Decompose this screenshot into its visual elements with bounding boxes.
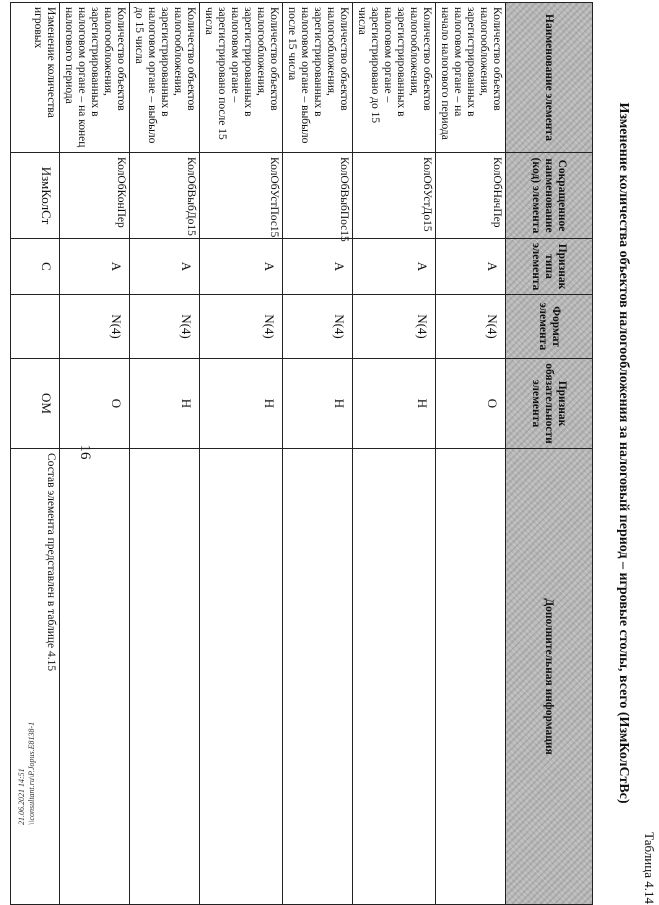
cell-info — [60, 449, 130, 905]
header-format: Формат элемента — [506, 295, 593, 359]
cell-type: А — [283, 239, 353, 295]
cell-required: ОМ — [11, 359, 60, 449]
header-type: Признак типа элемента — [506, 239, 593, 295]
cell-info — [353, 449, 436, 905]
cell-name: Изменение количества игровых — [11, 3, 60, 153]
cell-type: С — [11, 239, 60, 295]
cell-name: Количество объектов налогообложения, зарегистрированных в налоговом органе – выбыло до 15 числа — [130, 3, 200, 153]
cell-info — [130, 449, 200, 905]
cell-name: Количество объектов налогообложения, зарегистрированных в налоговом органе – на конец налогового периода — [60, 3, 130, 153]
table-row — [353, 3, 436, 905]
header-name: Наименование элемента — [506, 3, 593, 153]
table-row — [200, 3, 283, 905]
cell-required: Н — [283, 359, 353, 449]
cell-code: ИзмКолСт — [11, 153, 60, 239]
table-row — [130, 3, 200, 905]
cell-required: Н — [353, 359, 436, 449]
cell-type: А — [200, 239, 283, 295]
cell-format: N(4) — [436, 295, 506, 359]
cell-type: А — [436, 239, 506, 295]
table-row — [283, 3, 353, 905]
cell-format: N(4) — [353, 295, 436, 359]
cell-info: Состав элемента представлен в таблице 4.15 — [11, 449, 60, 905]
table-header-row — [506, 3, 593, 905]
elements-table — [10, 2, 593, 905]
header-code: Сокращенное наименование (код) элемента — [506, 153, 593, 239]
cell-format: N(4) — [130, 295, 200, 359]
table-row — [436, 3, 506, 905]
cell-code: КолОбВыбДо15 — [130, 153, 200, 239]
cell-format: N(4) — [283, 295, 353, 359]
table-title: Изменение количества объектов налогообложения за налоговый период – игровые столы, всего (ИзмКолСтВс) — [616, 102, 631, 804]
print-stamp — [17, 705, 47, 825]
table-row — [60, 3, 130, 905]
cell-format — [11, 295, 60, 359]
cell-code: КолОбКонПер — [60, 153, 130, 239]
cell-info — [436, 449, 506, 905]
page-number: 16 — [77, 444, 93, 460]
header-info: Дополнительная информация — [506, 449, 593, 905]
cell-name: Количество объектов налогообложения, зарегистрированных в налоговом органе – на начало налогового периода — [436, 3, 506, 153]
table-label: Таблица 4.14 — [642, 832, 657, 904]
cell-name: Количество объектов налогообложения, зарегистрированных в налоговом органе – зарегистрировано после 15 числа — [200, 3, 283, 153]
cell-code: КолОбНачПер — [436, 153, 506, 239]
cell-info — [283, 449, 353, 905]
cell-format: N(4) — [200, 295, 283, 359]
cell-type: А — [60, 239, 130, 295]
cell-type: А — [130, 239, 200, 295]
cell-required: О — [60, 359, 130, 449]
print-timestamp: 21.06.2021 14:51 — [17, 768, 26, 825]
cell-code: КолОбВыбПос15 — [283, 153, 353, 239]
cell-info — [200, 449, 283, 905]
cell-code: КолОбУстДо15 — [353, 153, 436, 239]
cell-name: Количество объектов налогообложения, зарегистрированных в налоговом органе – выбыло после 15 числа — [283, 3, 353, 153]
cell-required: Н — [200, 359, 283, 449]
print-user: \\consultant.ru\P.Jopus.E8138-1 — [27, 721, 36, 825]
header-required: Признак обязательности элемента — [506, 359, 593, 449]
cell-type: А — [353, 239, 436, 295]
cell-required: Н — [130, 359, 200, 449]
cell-code: КолОбУстПос15 — [200, 153, 283, 239]
cell-format: N(4) — [60, 295, 130, 359]
cell-required: О — [436, 359, 506, 449]
cell-name: Количество объектов налогообложения, зарегистрированных в налоговом органе – зарегистрировано до 15 числа — [353, 3, 436, 153]
